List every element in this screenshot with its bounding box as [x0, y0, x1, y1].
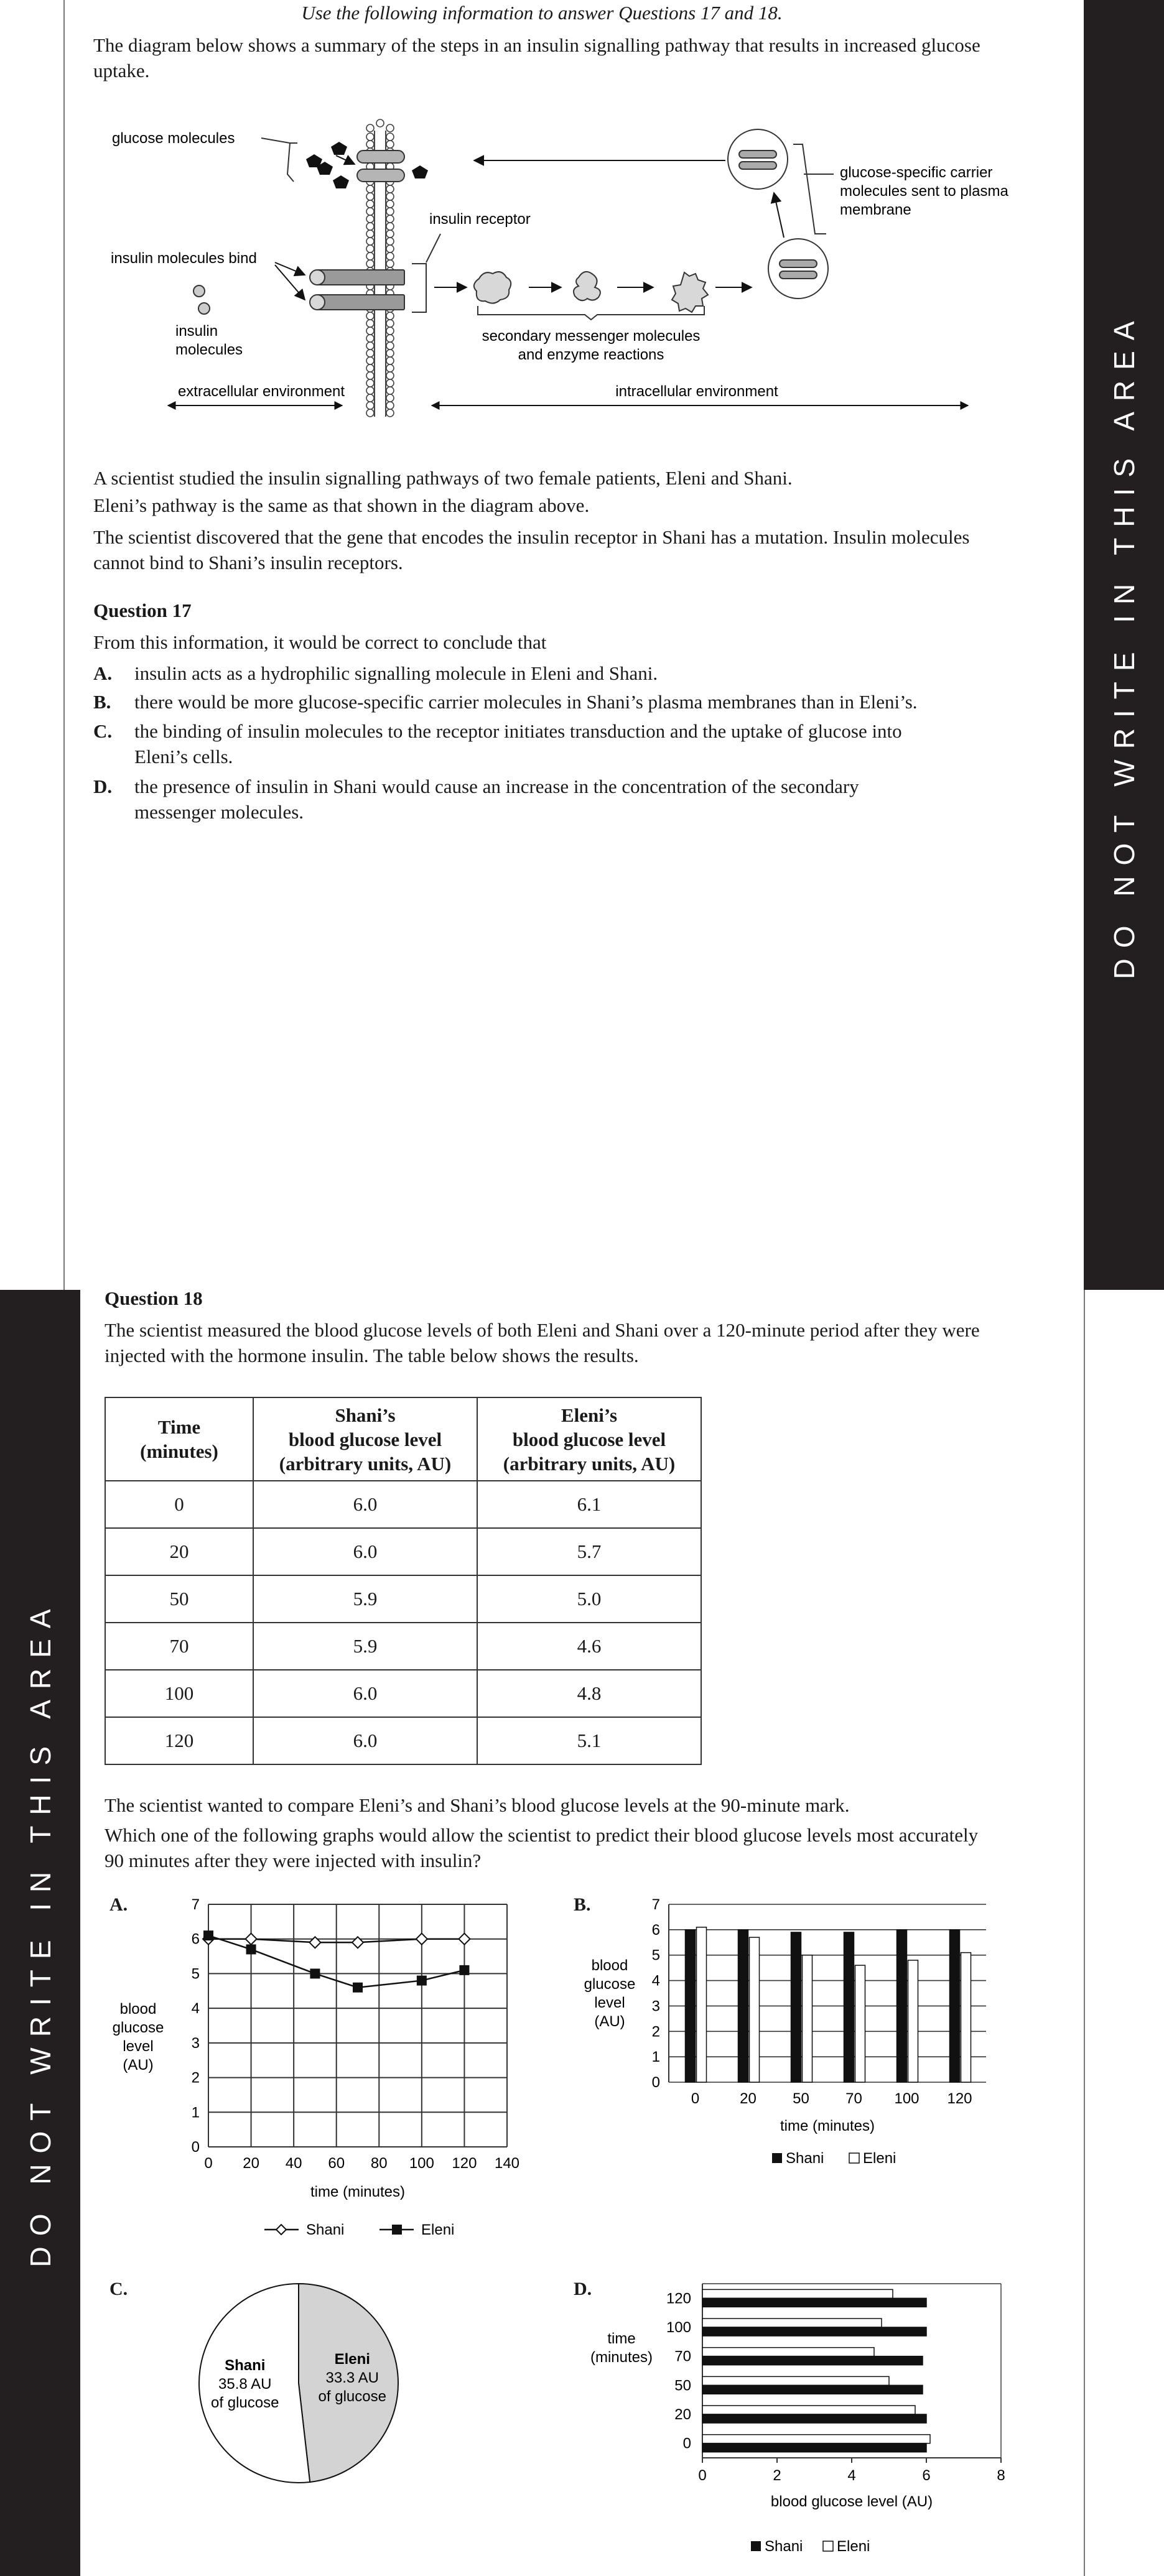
x-tick-label: 0 [691, 2090, 700, 2107]
data-point-shani [246, 1934, 257, 1945]
y-tick-label: 4 [651, 1972, 660, 1990]
bar-eleni [702, 2348, 874, 2356]
chart-d-horizontal-bar [575, 2270, 1048, 2556]
legend-swatch-eleni [849, 2153, 859, 2163]
y-tick-label: 1 [191, 2104, 200, 2121]
table-header: Eleni’s blood glucose level (arbitrary units, AU) [477, 1397, 701, 1481]
table-cell: 20 [105, 1528, 253, 1575]
option-label-b: B. [574, 1894, 591, 1915]
bar-eleni [961, 1953, 971, 2082]
y-tick-label: 2 [191, 2069, 200, 2087]
intro-line-2: uptake. [93, 60, 150, 81]
y-tick-label: 7 [191, 1896, 200, 1913]
data-point-eleni [310, 1968, 320, 1978]
option-letter: C. [93, 720, 113, 742]
y-axis-label: blood [119, 2001, 157, 2018]
option-text: the presence of insulin in Shani would cause an increase in the concentration of the secondary [134, 776, 859, 797]
option-text: insulin acts as a hydrophilic signalling molecule in Eleni and Shani. [134, 662, 658, 684]
question-17-option [93, 660, 658, 686]
table-cell: 6.0 [253, 1670, 477, 1717]
option-text: the binding of insulin molecules to the receptor initiates transduction and the uptake of glucose into [134, 720, 902, 742]
y-tick-label: 0 [682, 2435, 691, 2452]
data-point-eleni [353, 1983, 363, 1993]
y-tick-label: 6 [651, 1921, 660, 1939]
table-row [105, 1575, 701, 1623]
table-header: Shani’s blood glucose level (arbitrary units, AU) [253, 1397, 477, 1481]
x-tick-label: 120 [452, 2155, 477, 2172]
context-paragraph-1: A scientist studied the insulin signalling pathways of two female patients, Eleni and Shani. [93, 467, 793, 489]
table-cell: 120 [105, 1717, 253, 1764]
vesicle-icon [768, 239, 828, 299]
data-point-eleni [459, 1965, 469, 1975]
table-cell: 70 [105, 1623, 253, 1670]
y-tick-label: 2 [651, 2023, 660, 2041]
option-text-continued: messenger molecules. [134, 801, 304, 823]
bar-shani [702, 2444, 926, 2452]
legend-label: Shani [306, 2222, 345, 2238]
results-table [105, 1397, 702, 1765]
pie-label-sub: of glucose [211, 2394, 279, 2411]
y-tick-label: 100 [666, 2319, 691, 2336]
data-point-shani [459, 1934, 470, 1945]
label-carrier-molecules: glucose-specific carrier [840, 164, 993, 181]
svg-text:and enzyme reactions: and enzyme reactions [518, 346, 664, 363]
table-cell: 5.9 [253, 1575, 477, 1623]
legend-swatch-shani [772, 2153, 782, 2163]
question-18-intro-1: The scientist measured the blood glucose levels of both Eleni and Shani over a 120-minute period after they were [105, 1319, 980, 1341]
x-tick-label: 0 [204, 2155, 213, 2172]
question-17-title: Question 17 [93, 600, 192, 621]
bar-eleni [702, 2435, 930, 2444]
option-label-d: D. [574, 2279, 592, 2299]
y-tick-label: 4 [191, 2000, 200, 2018]
x-tick-label: 120 [947, 2090, 972, 2107]
label-extracellular: extracellular environment [177, 383, 345, 400]
option-letter: A. [93, 662, 113, 684]
bar-eleni [855, 1965, 865, 2082]
pie-label-value: 33.3 AU [325, 2370, 379, 2387]
insulin-molecule-icon [193, 285, 205, 297]
option-text-continued: Eleni’s cells. [134, 746, 233, 767]
chart-a-line [112, 1891, 560, 2251]
table-cell: 5.1 [477, 1717, 701, 1764]
y-axis-label: (minutes) [590, 2349, 653, 2366]
pie-label-name: Shani [225, 2356, 266, 2374]
svg-text:molecules sent to plasma: molecules sent to plasma [840, 183, 1008, 200]
membrane-carrier-molecule [357, 151, 404, 182]
x-tick-label: 100 [894, 2090, 920, 2107]
y-tick-label: 1 [651, 2049, 660, 2066]
y-tick-label: 7 [651, 1896, 660, 1913]
x-tick-label: 20 [243, 2155, 259, 2172]
pie-label-sub: of glucose [318, 2388, 386, 2406]
legend-label: Eleni [863, 2150, 896, 2167]
table-cell: 50 [105, 1575, 253, 1623]
bar-eleni [702, 2376, 889, 2385]
table-cell: 5.7 [477, 1528, 701, 1575]
legend-label: Shani [765, 2538, 803, 2555]
x-tick-label: 50 [793, 2090, 809, 2107]
option-label-c: C. [109, 2279, 128, 2299]
intro-line-1: The diagram below shows a summary of the steps in an insulin signalling pathway that results in increased glucose [93, 34, 980, 56]
x-tick-label: 6 [922, 2467, 931, 2484]
compare-line-1: The scientist wanted to compare Eleni’s and Shani’s blood glucose levels at the 90-minute mark. [105, 1794, 850, 1816]
y-tick-label: 3 [191, 2034, 200, 2052]
x-tick-label: 60 [328, 2155, 345, 2172]
table-row [105, 1717, 701, 1764]
chart-b-bar [575, 1891, 1048, 2177]
table-header: Time (minutes) [105, 1397, 253, 1481]
y-tick-label: 0 [191, 2139, 200, 2156]
data-point-eleni [203, 1930, 213, 1940]
y-axis-label: level [123, 2038, 154, 2055]
bar-shani [702, 2385, 923, 2394]
table-cell: 6.0 [253, 1717, 477, 1764]
y-tick-label: 5 [191, 1965, 200, 1983]
bar-eleni [750, 1937, 760, 2082]
svg-text:molecules: molecules [175, 341, 243, 358]
x-axis-label: time (minutes) [310, 2184, 406, 2200]
secondary-messenger-shapes [474, 272, 708, 312]
bar-shani [702, 2298, 926, 2307]
context-paragraph-2: Eleni’s pathway is the same as that shown in the diagram above. [93, 494, 590, 516]
y-tick-label: 0 [651, 2074, 660, 2091]
legend-marker-eleni [392, 2225, 402, 2235]
table-cell: 5.9 [253, 1623, 477, 1670]
bar-shani [897, 1930, 907, 2082]
option-letter: D. [93, 776, 113, 797]
context-paragraph-3b: cannot bind to Shani’s insulin receptors. [93, 552, 403, 573]
header-instruction: Use the following information to answer Questions 17 and 18. [301, 2, 783, 24]
label-intracellular: intracellular environment [615, 383, 778, 400]
table-cell: 0 [105, 1481, 253, 1528]
table-cell: 5.0 [477, 1575, 701, 1623]
legend-label: Eleni [421, 2222, 455, 2238]
x-tick-label: 140 [494, 2155, 520, 2172]
do-not-write-band-left [0, 1290, 80, 2576]
option-label-a: A. [109, 1894, 128, 1915]
x-tick-label: 70 [845, 2090, 862, 2107]
table-row [105, 1670, 701, 1717]
bar-eleni [702, 2406, 915, 2414]
bar-shani [702, 2414, 926, 2423]
x-tick-label: 4 [847, 2467, 856, 2484]
y-tick-label: 5 [651, 1947, 660, 1964]
bar-shani [702, 2327, 926, 2336]
table-cell: 6.0 [253, 1528, 477, 1575]
table-row [105, 1528, 701, 1575]
legend-label: Shani [786, 2150, 824, 2167]
label-secondary-messengers: secondary messenger molecules [482, 328, 701, 345]
label-insulin-receptor: insulin receptor [429, 211, 531, 228]
label-insulin-molecules-bind: insulin molecules bind [111, 250, 257, 267]
y-axis-label: glucose [584, 1976, 636, 1993]
y-tick-label: 120 [666, 2290, 691, 2307]
label-glucose-molecules: glucose molecules [112, 130, 235, 147]
insulin-pathway-diagram [93, 106, 1089, 429]
question-17-option [93, 774, 859, 825]
x-tick-label: 0 [698, 2467, 707, 2484]
context-paragraph-3: The scientist discovered that the gene that encodes the insulin receptor in Shani has a mutation. Insulin molecules [93, 526, 970, 548]
bar-shani [702, 2356, 923, 2365]
y-tick-label: 20 [674, 2406, 691, 2423]
label-insulin-molecules: insulin [175, 323, 218, 340]
x-tick-label: 40 [285, 2155, 302, 2172]
question-18-title: Question 18 [105, 1287, 203, 1309]
chart-c-pie [180, 2270, 417, 2506]
y-axis-label: level [594, 1995, 625, 2011]
vesicle-icon [728, 129, 788, 189]
legend-swatch-shani [751, 2541, 761, 2551]
legend-marker-shani [276, 2225, 286, 2235]
table-body [105, 1481, 701, 1764]
data-point-eleni [417, 1976, 427, 1986]
x-tick-label: 100 [409, 2155, 434, 2172]
question-17-option [93, 718, 902, 769]
bar-shani [791, 1932, 801, 2082]
do-not-write-text: DO NOT WRITE IN THIS AREA [1107, 310, 1140, 980]
bar-shani [844, 1932, 854, 2082]
x-tick-label: 8 [997, 2467, 1005, 2484]
y-tick-label: 3 [651, 1998, 660, 2015]
table-row [105, 1481, 701, 1528]
bar-shani [950, 1930, 960, 2082]
bar-shani [738, 1930, 748, 2082]
do-not-write-band-right [1084, 0, 1164, 1290]
bar-eleni [697, 1927, 707, 2082]
option-text: there would be more glucose-specific carrier molecules in Shani’s plasma membranes than in Eleni’s. [134, 691, 918, 713]
y-axis-label: blood [591, 1957, 628, 1974]
bar-eleni [908, 1960, 918, 2082]
y-axis-label: (AU) [594, 2013, 625, 2030]
table-cell: 6.0 [253, 1481, 477, 1528]
plasma-membrane [366, 119, 394, 417]
question-17-stem: From this information, it would be correct to conclude that [93, 631, 547, 653]
compare-line-3: 90 minutes after they were injected with insulin? [105, 1850, 482, 1871]
pie-label-name: Eleni [334, 2351, 370, 2368]
pie-label-value: 35.8 AU [218, 2375, 272, 2393]
svg-text:membrane: membrane [840, 202, 911, 218]
question-17-option [93, 689, 918, 715]
insulin-molecule-icon [198, 303, 210, 314]
x-tick-label: 80 [370, 2155, 388, 2172]
table-cell: 4.6 [477, 1623, 701, 1670]
x-axis-label: blood glucose level (AU) [770, 2493, 933, 2510]
bar-eleni [702, 2319, 882, 2327]
x-tick-label: 2 [773, 2467, 781, 2484]
x-tick-label: 20 [740, 2090, 757, 2107]
table-row [105, 1623, 701, 1670]
bar-eleni [702, 2289, 893, 2298]
table-cell: 6.1 [477, 1481, 701, 1528]
x-axis-label: time (minutes) [780, 2118, 875, 2134]
bar-shani [686, 1930, 696, 2082]
bar-eleni [803, 1955, 812, 2082]
legend-swatch-eleni [823, 2541, 833, 2551]
data-point-shani [416, 1934, 427, 1945]
data-point-eleni [246, 1944, 256, 1954]
do-not-write-text: DO NOT WRITE IN THIS AREA [24, 1598, 57, 2268]
y-tick-label: 70 [674, 2348, 691, 2365]
y-axis-label: (AU) [123, 2057, 154, 2073]
left-margin-line [63, 0, 65, 1290]
y-tick-label: 50 [674, 2377, 691, 2394]
right-margin-line [1084, 1290, 1085, 2576]
table-cell: 4.8 [477, 1670, 701, 1717]
y-axis-label: time [607, 2330, 636, 2347]
legend-label: Eleni [837, 2538, 870, 2555]
question-18-intro-2: injected with the hormone insulin. The table below shows the results. [105, 1345, 639, 1366]
compare-line-2: Which one of the following graphs would allow the scientist to predict their blood glucose levels most accurately [105, 1824, 979, 1846]
table-cell: 100 [105, 1670, 253, 1717]
option-letter: B. [93, 691, 111, 713]
y-tick-label: 6 [191, 1930, 200, 1948]
y-axis-label: glucose [112, 2019, 164, 2036]
